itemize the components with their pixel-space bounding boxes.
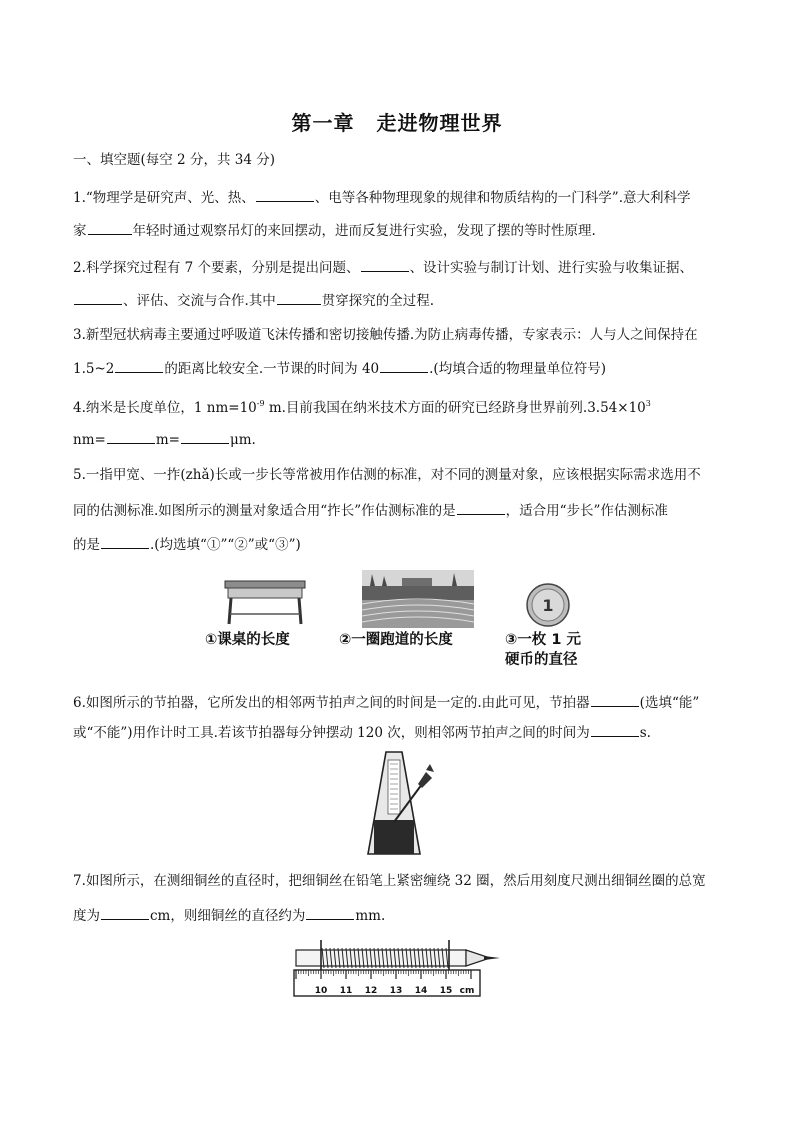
answer-blank[interactable] bbox=[88, 221, 132, 235]
q3-line1: 3.新型冠状病毒主要通过呼吸道飞沫传播和密切接触传播.为防止病毒传播，专家表示：人与人之间保持在 bbox=[73, 327, 698, 343]
q6-line2: 或“不能”)用作计时工具.若该节拍器每分钟摆动 120 次，则相邻两节拍声之间的时间为 s. bbox=[73, 725, 651, 741]
q1-line1: 1.“物理学是研究声、光、热、 、电等各种物理现象的规律和物质结构的一门科学”.意大利科学 bbox=[73, 190, 691, 206]
answer-blank[interactable] bbox=[361, 258, 409, 272]
answer-blank[interactable] bbox=[380, 359, 428, 373]
answer-blank[interactable] bbox=[181, 430, 229, 444]
ruler-pencil-image bbox=[290, 936, 510, 998]
chapter-name: 走进物理世界 bbox=[376, 111, 503, 135]
ruler-label: 15 bbox=[439, 986, 453, 996]
ruler-label: 14 bbox=[414, 986, 428, 996]
q1-line2: 家 年轻时通过观察吊灯的来回摆动，进而反复进行实验，发现了摆的等时性原理. bbox=[73, 223, 596, 239]
q2-line2: 、评估、交流与合作.其中 贯穿探究的全过程. bbox=[73, 291, 434, 310]
answer-blank[interactable] bbox=[74, 291, 122, 305]
caption-coin-line2: 硬币的直径 bbox=[505, 652, 578, 668]
coin-image bbox=[525, 582, 571, 628]
running-track-image bbox=[362, 570, 474, 628]
q4-line1: 4.纳米是长度单位，1 $nm=10^{-9}$ m.目前我国在纳米技术方面的研究已经跻身世界前列$.3.54\times 10^3$ bbox=[73, 399, 651, 416]
svg-text:1: 1 bbox=[542, 596, 554, 615]
ruler-unit: cm bbox=[459, 986, 475, 996]
answer-blank[interactable] bbox=[115, 359, 163, 373]
caption-track: ②一圈跑道的长度 bbox=[339, 632, 453, 648]
desk-image bbox=[222, 578, 308, 626]
q7-line1: 7.如图所示，在测细铜丝的直径时，把细铜丝在铅笔上紧密缠绕 32 圈，然后用刻度尺测出细铜丝圈的总宽 bbox=[73, 873, 706, 889]
answer-blank[interactable] bbox=[101, 535, 149, 549]
caption-desk: ①课桌的长度 bbox=[205, 632, 290, 648]
answer-blank[interactable] bbox=[256, 188, 314, 202]
q4-line2: nm= m= μm. bbox=[73, 432, 256, 448]
q2-line1: 2.科学探究过程有 7 个要素，分别是提出问题、 、设计实验与制订计划、进行实验与收集证据、 bbox=[73, 260, 694, 276]
page-title bbox=[0, 107, 794, 136]
caption-coin-line1: ③一枚 1 元 bbox=[505, 632, 581, 648]
answer-blank[interactable] bbox=[591, 723, 639, 737]
q5-line2: 同的估测标准.如图所示的测量对象适合用“拃长”作估测标准的是 ，适合用“步长”作估测标准 bbox=[73, 503, 668, 519]
q5-line1: 5.一指甲宽、一拃(zhǎ)长或一步长等常被用作估测的标准，对不同的测量对象，应该根据实际需求选用不 bbox=[73, 467, 701, 483]
metronome-image bbox=[360, 748, 440, 858]
answer-blank[interactable] bbox=[591, 693, 639, 707]
q5-line3: 的是 .(均选填“①”“②”或“③”) bbox=[73, 537, 301, 553]
answer-blank[interactable] bbox=[107, 430, 155, 444]
q3-line2: 1.5~2 的距离比较安全.一节课的时间为 40 .(均填合适的物理量单位符号) bbox=[73, 361, 606, 377]
ruler-label: 11 bbox=[339, 986, 353, 996]
section-heading: 一、填空题(每空 2 分，共 34 分) bbox=[73, 152, 275, 168]
answer-blank[interactable] bbox=[101, 906, 149, 920]
answer-blank[interactable] bbox=[277, 291, 321, 305]
q7-line2: 度为 cm，则细铜丝的直径约为 mm. bbox=[73, 908, 386, 924]
answer-blank[interactable] bbox=[306, 906, 354, 920]
q6-line1: 6.如图所示的节拍器，它所发出的相邻两节拍声之间的时间是一定的.由此可见，节拍器 (选填“能” bbox=[73, 695, 700, 711]
answer-blank[interactable] bbox=[457, 501, 505, 515]
ruler-label: 12 bbox=[364, 986, 378, 996]
chapter-number: 第一章 bbox=[291, 111, 355, 135]
ruler-label: 13 bbox=[389, 986, 403, 996]
ruler-label: 10 bbox=[314, 986, 328, 996]
